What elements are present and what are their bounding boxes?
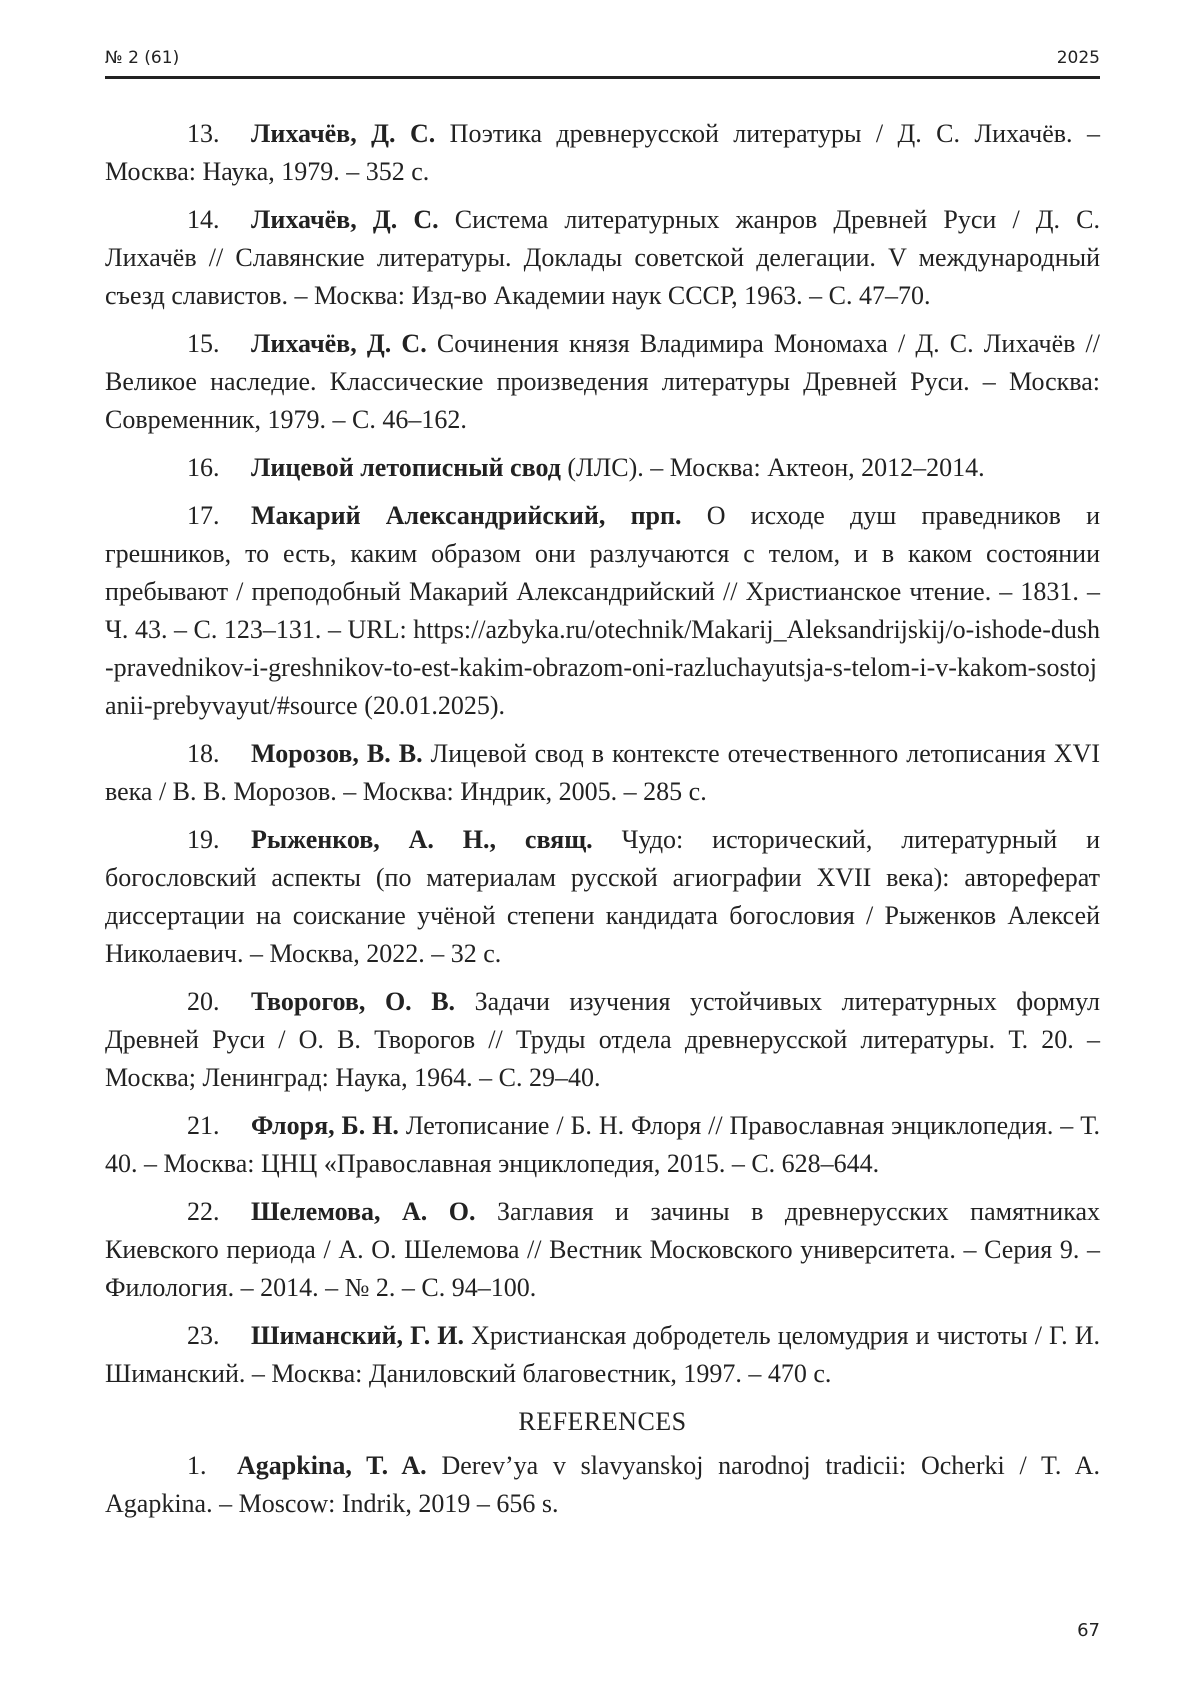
bibliography-entry-17 xyxy=(105,497,1100,725)
entry-text: Чудо: исторический, литературный и богословский аспекты (по материалам русской агиографии XVII века): автореферат диссертации на соискание учёной степени кандидата богословия / Рыженков Алексей Николаевич. – Москва, 2022. – 32 с. xyxy=(105,825,1100,968)
bibliography-entry-21 xyxy=(105,1107,1100,1183)
entry-number: 22. xyxy=(187,1197,220,1226)
page-number: 67 xyxy=(1077,1620,1100,1641)
entry-text: Поэтика древнерусской литературы / Д. С. Лихачёв. – Москва: Наука, 1979. – 352 с. xyxy=(105,119,1100,186)
issue-number: № 2 (61) xyxy=(105,48,180,68)
entry-text: Система литературных жанров Древней Руси / Д. С. Лихачёв // Славянские литературы. Доклады советской делегации. V международный съезд славистов. – Москва: Изд-во Академии наук СССР, 1963. – С. 47–70. xyxy=(105,205,1100,310)
entry-author: Рыженков, А. Н., свящ. xyxy=(251,825,593,854)
running-head xyxy=(105,48,1100,78)
entry-number: 16. xyxy=(187,453,220,482)
entry-number: 23. xyxy=(187,1321,220,1350)
bibliography-entry-18 xyxy=(105,735,1100,811)
entry-number: 20. xyxy=(187,987,220,1016)
entry-author: Морозов, В. В. xyxy=(251,739,423,768)
entry-author: Флоря, Б. Н. xyxy=(251,1111,399,1140)
entry-author: Лицевой летописный свод xyxy=(251,453,561,482)
entry-text: Христианская добродетель целомудрия и чистоты / Г. И. Шиманский. – Москва: Даниловский благовестник, 1997. – 470 с. xyxy=(105,1321,1100,1388)
entry-text: Лицевой свод в контексте отечественного летописания XVI века / В. В. Морозов. – Москва: Индрик, 2005. – 285 с. xyxy=(105,739,1101,806)
entry-author: Лихачёв, Д. С. xyxy=(251,329,427,358)
entry-url-link[interactable]: https://azbyka.ru/otechnik/Makarij_Aleksandrijskij/o-ishode-dush-pravednikov-i-greshnikov-to-est-kakim-obrazom-oni-razluchayutsja-s-telom-i-v-kakom-sostojanii-prebyvayut/#source xyxy=(105,615,1100,720)
entry-author: Шиманский, Г. И. xyxy=(251,1321,465,1350)
entry-text: Заглавия и зачины в древнерусских памятниках Киевского периода / А. О. Шелемова // Вестник Московского университета. – Серия 9. – Филология. – 2014. – № 2. – С. 94–100. xyxy=(105,1197,1100,1302)
bibliography-entry-19 xyxy=(105,821,1100,973)
issue-year: 2025 xyxy=(1056,48,1100,68)
entry-author: Лихачёв, Д. С. xyxy=(251,119,436,148)
bibliography-body xyxy=(105,115,1100,1533)
entry-author: Макарий Александрийский, прп. xyxy=(251,501,682,530)
entry-text: Derev’ya v slavyanskoj narodnoj tradicii: Ocherki / T. A. Agapkina. – Moscow: Indrik, 2019 – 656 s. xyxy=(105,1451,1101,1518)
bibliography-entry-23 xyxy=(105,1317,1100,1393)
bibliography-entry-20 xyxy=(105,983,1100,1097)
reference-entry-1 xyxy=(105,1447,1100,1523)
entry-number: 13. xyxy=(187,119,220,148)
bibliography-entry-16 xyxy=(105,449,1100,487)
entry-author: Лихачёв, Д. С. xyxy=(251,205,439,234)
entry-number: 19. xyxy=(187,825,220,854)
bibliography-entry-14 xyxy=(105,201,1100,315)
bibliography-entry-15 xyxy=(105,325,1100,439)
entry-number: 18. xyxy=(187,739,220,768)
entry-text: Сочинения князя Владимира Мономаха / Д. С. Лихачёв // Великое наследие. Классические произведения литературы Древней Руси. – Москва: Современник, 1979. – С. 46–162. xyxy=(105,329,1100,434)
entry-text: (ЛЛС). – Москва: Актеон, 2012–2014. xyxy=(567,453,985,482)
bibliography-entry-13 xyxy=(105,115,1100,191)
entry-number: 21. xyxy=(187,1111,220,1140)
entry-author: Шелемова, А. О. xyxy=(251,1197,476,1226)
entry-text: О исходе душ праведников и грешников, то есть, каким образом они разлучаются с телом, и в каком состоянии пребывают / преподобный Макарий Александрийский // Христианское чтение. – 1831. – Ч. 43. – С. 123–131. – URL: xyxy=(105,501,1100,644)
entry-text: Задачи изучения устойчивых литературных формул Древней Руси / О. В. Творогов // Труды отдела древнерусской литературы. Т. 20. – Москва; Ленинград: Наука, 1964. – С. 29–40. xyxy=(105,987,1101,1092)
header-rule xyxy=(105,76,1100,79)
entry-text: Летописание / Б. Н. Флоря // Православная энциклопедия. – Т. 40. – Москва: ЦНЦ «Православная энциклопедия, 2015. – С. 628–644. xyxy=(105,1111,1100,1178)
entry-number: 15. xyxy=(187,329,220,358)
entry-number: 1. xyxy=(187,1451,207,1480)
entry-number: 14. xyxy=(187,205,220,234)
entry-access-date: (20.01.2025). xyxy=(364,691,506,720)
entry-number: 17. xyxy=(187,501,220,530)
entry-author: Творогов, О. В. xyxy=(251,987,456,1016)
bibliography-entry-22 xyxy=(105,1193,1100,1307)
references-heading: REFERENCES xyxy=(518,1407,687,1436)
entry-author: Agapkina, T. A. xyxy=(237,1451,427,1480)
